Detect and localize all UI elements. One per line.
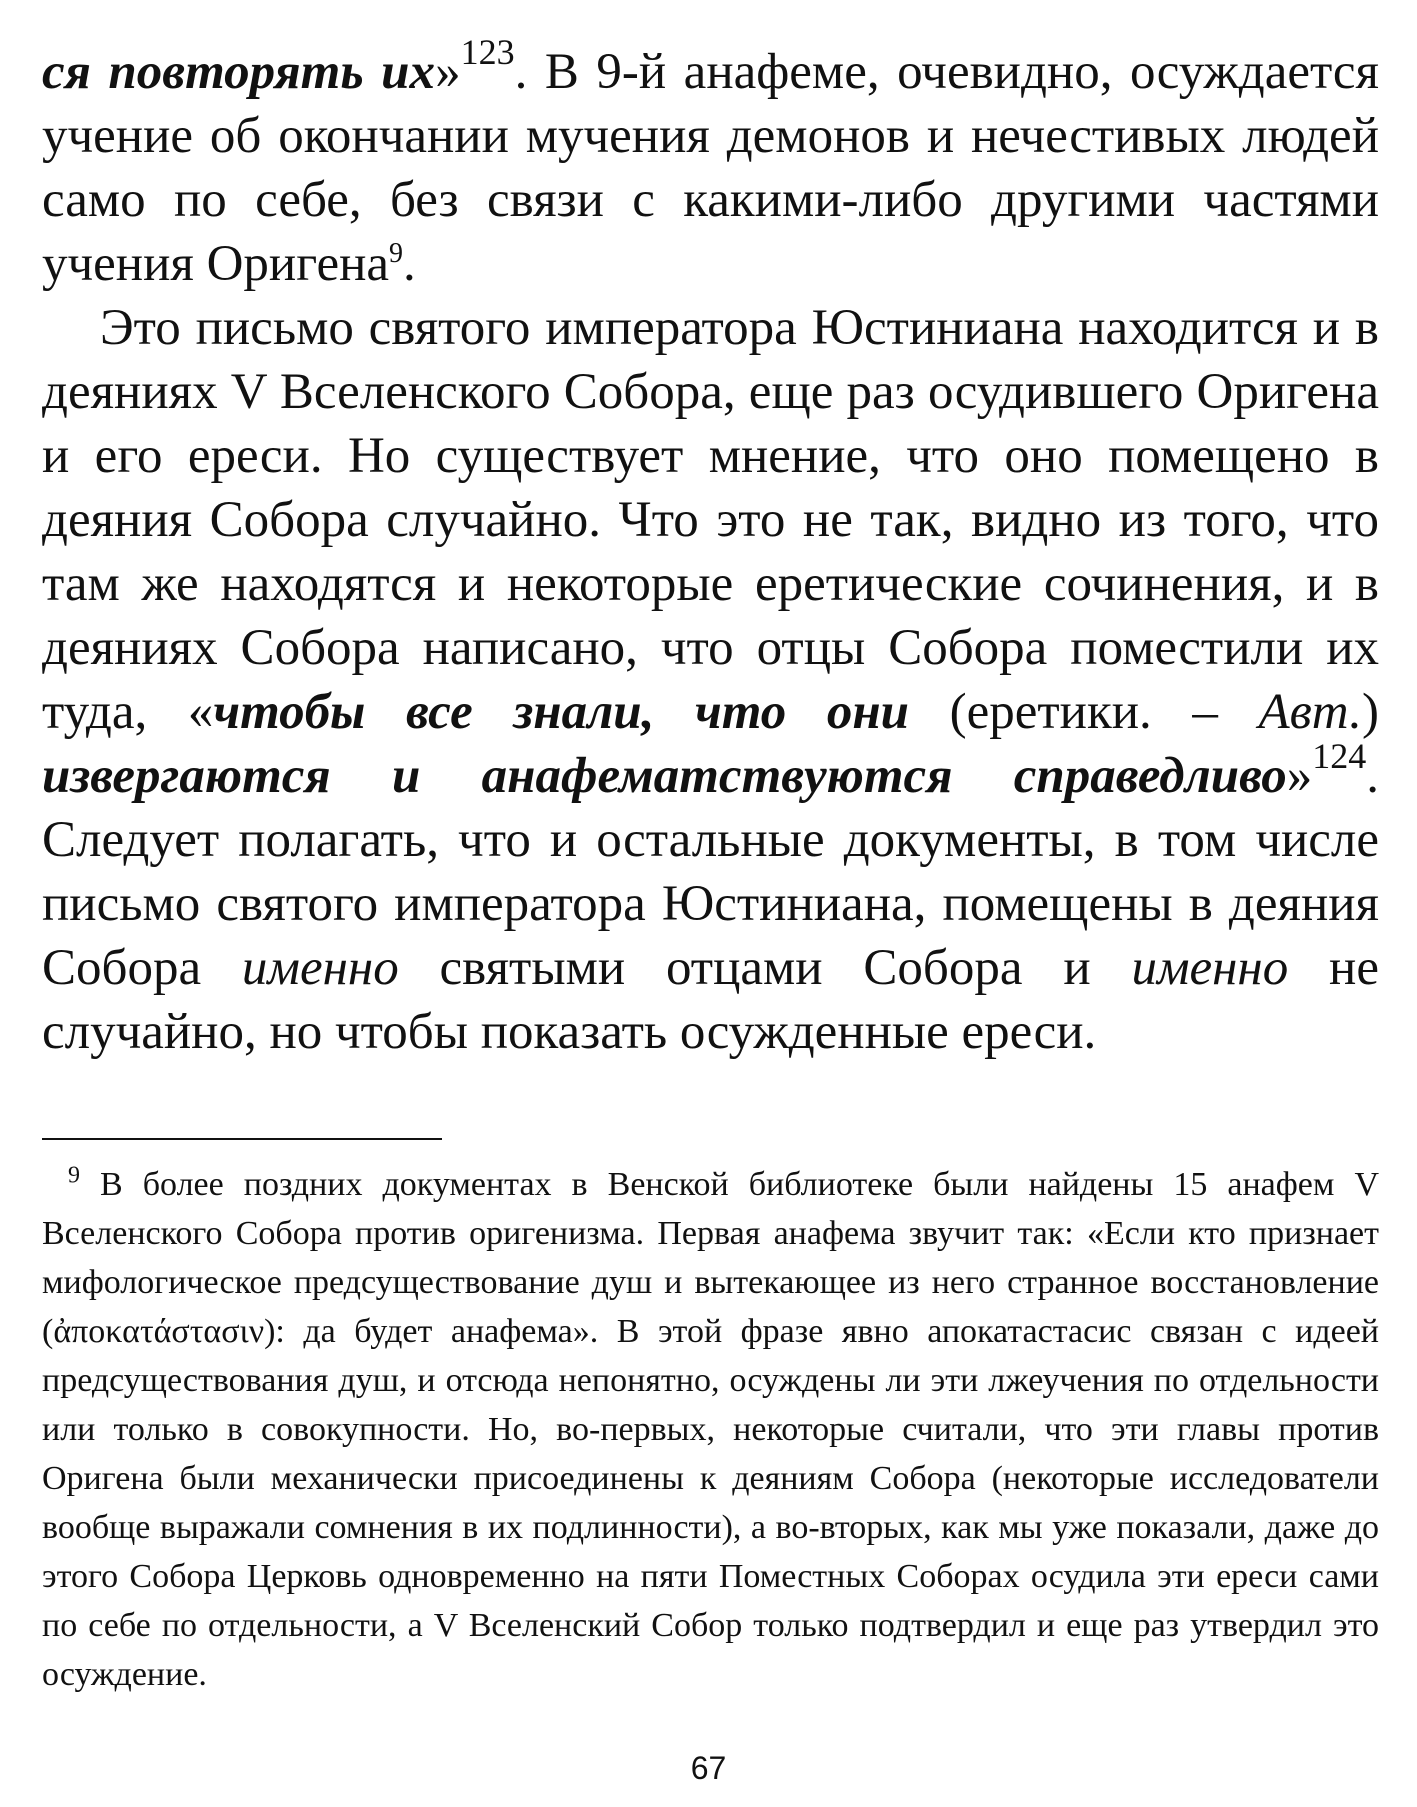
- paragraph-justinian-letter: [42, 296, 1379, 1064]
- paragraph-text: . В 9-й анафеме, очевидно, осуждается учение об окончании мучения демонов и нечестивых людей само по себе, без связи с какими-либо другими частями учения Оригена: [42, 44, 1380, 292]
- paragraph-text: святыми отцами Собора и: [398, 940, 1132, 996]
- paragraph-text: Это письмо святого императора Юстиниана находится и в деяниях V Вселенского Собора, еще раз осудившего Оригена и его ереси. Но существует мнение, что оно помещено в деяния Собора случайно. Что это не так, видно из того, что там же находятся и некоторые еретические сочинения, и в деяниях Собора написано, что отцы Собора поместили их туда, «: [42, 300, 1379, 740]
- bold-italic-quote: чтобы все знали, что они: [213, 684, 910, 740]
- page-number: 67: [690, 1750, 727, 1786]
- bold-italic-quote: извергаются и анафематствуются справедливо: [42, 748, 1287, 804]
- paragraph-end: .: [403, 236, 416, 292]
- emphasis: именно: [1131, 940, 1289, 996]
- footnote-marker: 9: [68, 1162, 80, 1189]
- endnote-ref-124: 124: [1312, 736, 1367, 776]
- paragraph-continuation: [42, 32, 1380, 296]
- paragraph-text: не случайно, но чтобы показать осужденные ереси.: [42, 940, 1379, 1060]
- main-text: [42, 32, 1380, 1064]
- footnote-ref-9: 9: [389, 238, 404, 269]
- footnote-divider: [42, 1138, 442, 1140]
- footnote-text: В более поздних документах в Венской библиотеке были найдены 15 анафем V Вселенского Собора против оригенизма. Первая анафема звучит так: «Если кто признает мифологическое предсуществование душ и вытекающее из него странное восстановление (ἀποκατάστασιν): да будет анафема». В этой фразе явно апокатастасис связан с идеей предсуществования душ, и отсюда непонятно, осуждены ли эти лжеучения по отдельности или только в совокупности. Но, во-первых, некоторые считали, что эти главы против Оригена были механически присоединены к деяниям Собора (некоторые исследователи вообще выражали сомнения в их подлинности), а во-вторых, как мы уже показали, даже до этого Собора Церковь одновременно на пяти Поместных Соборах осудила эти ереси сами по себе по отдельности, а V Вселенский Собор только подтвердил и еще раз утвердил это осуждение.: [42, 1166, 1379, 1693]
- paren-open: (еретики. –: [909, 684, 1259, 740]
- emphasis: именно: [241, 940, 399, 996]
- paragraph-text: . Следует полагать, что и остальные документы, в том числе письмо святого императора Юстиниана, помещены в деяния Собора: [42, 748, 1379, 996]
- quote-close: »: [1286, 748, 1313, 804]
- quote-close: »: [435, 44, 461, 100]
- footnote-9: [42, 1160, 1379, 1699]
- author-note: Авт.: [1258, 684, 1362, 740]
- endnote-ref-123: 123: [460, 32, 515, 72]
- paren-close: ): [1362, 684, 1379, 740]
- bold-italic-quote: ся повторять их: [42, 44, 436, 100]
